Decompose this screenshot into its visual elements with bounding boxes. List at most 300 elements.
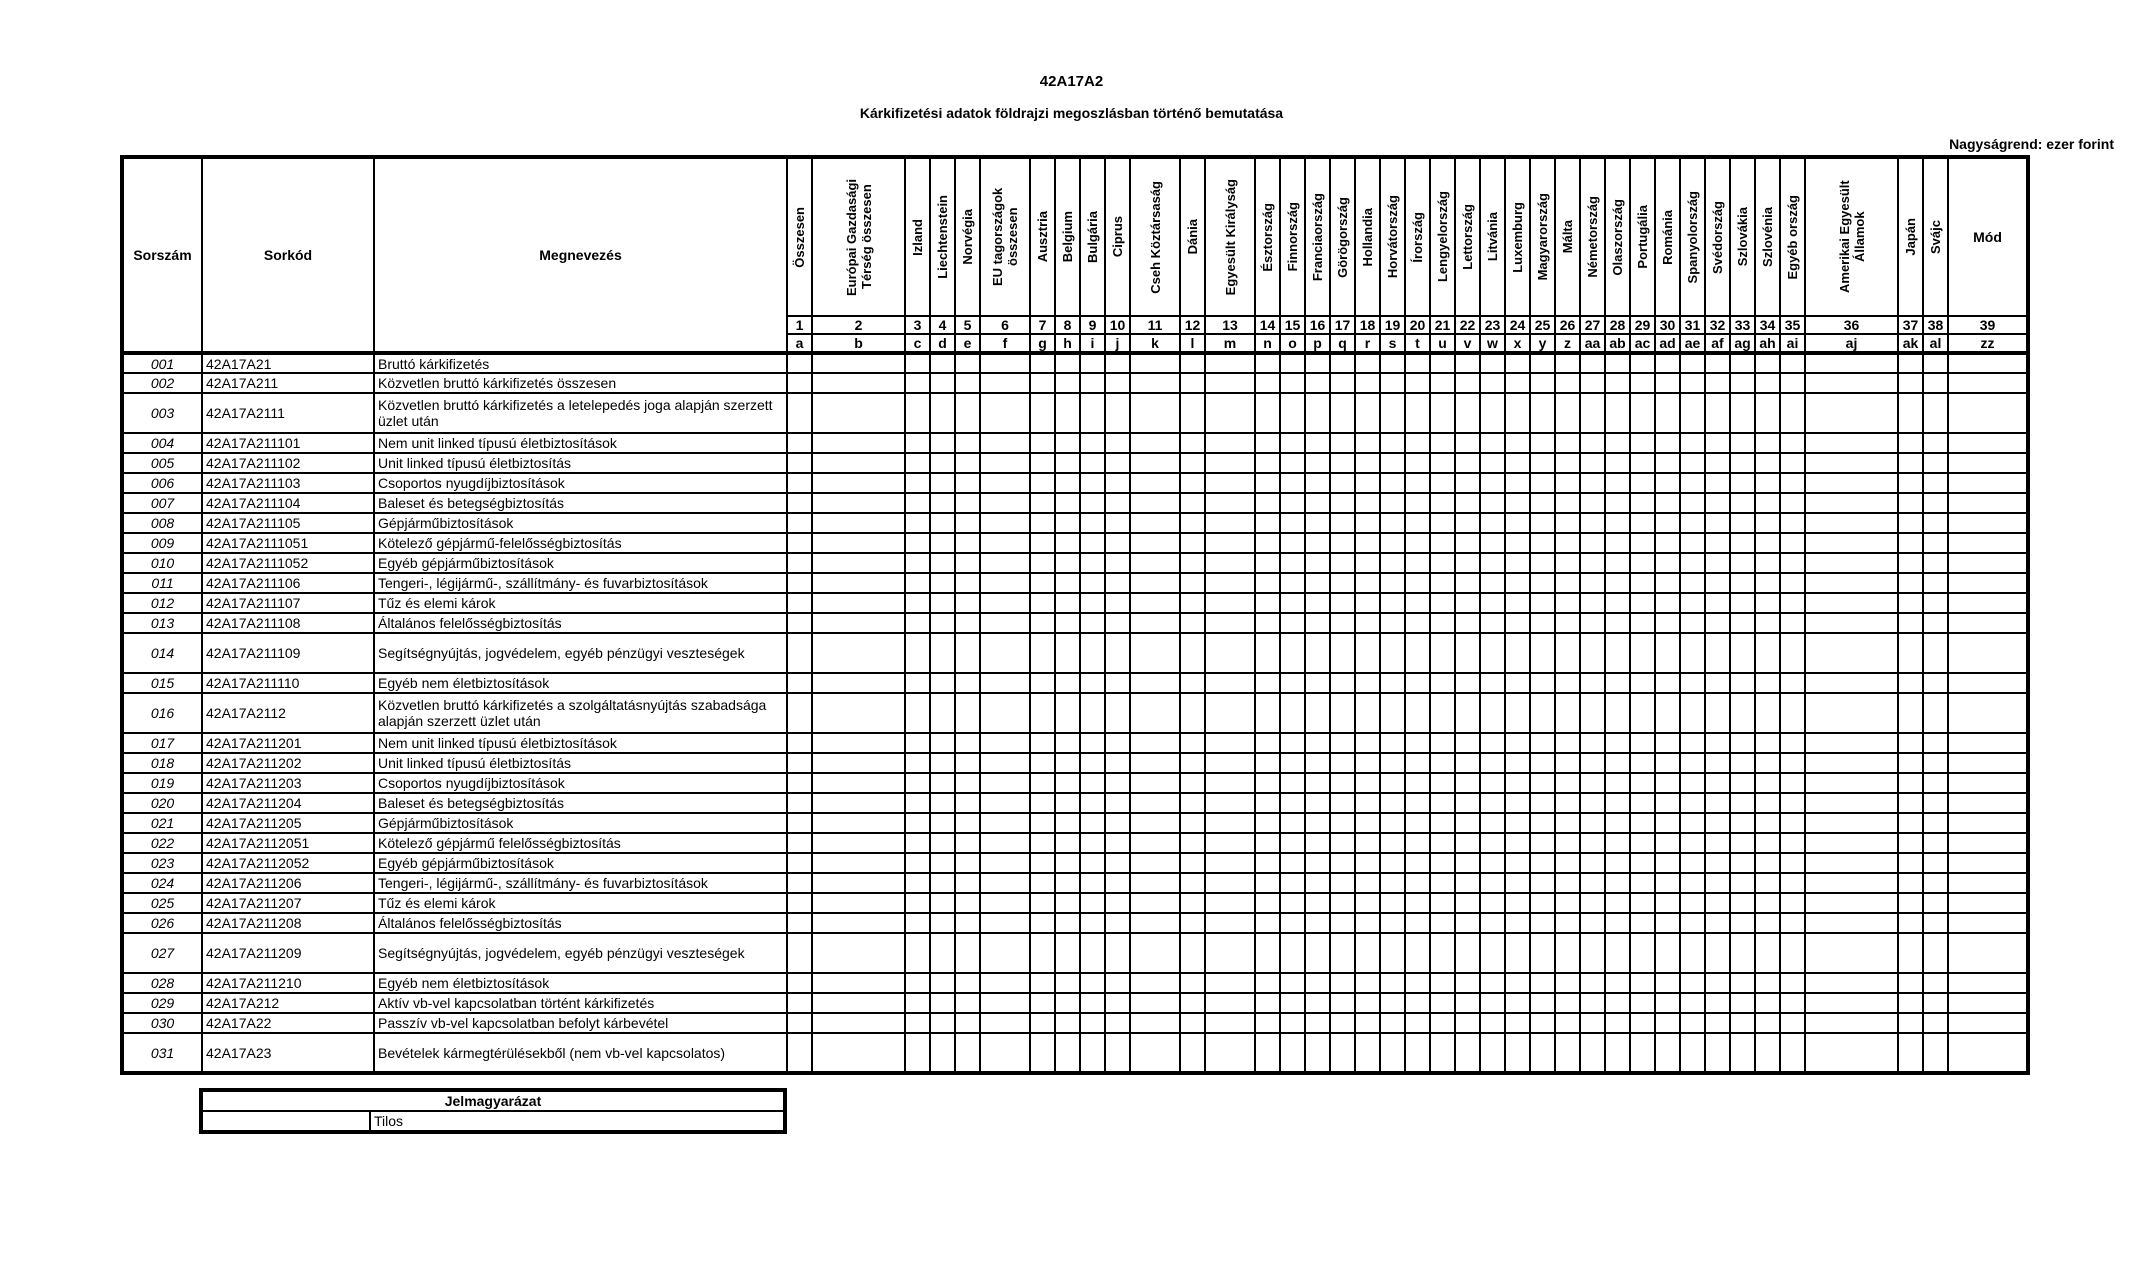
data-cell[interactable] bbox=[1780, 453, 1805, 473]
data-cell[interactable] bbox=[1055, 493, 1080, 513]
data-cell[interactable] bbox=[1730, 833, 1755, 853]
data-cell[interactable] bbox=[905, 1033, 930, 1073]
data-cell[interactable] bbox=[1555, 513, 1580, 533]
data-cell[interactable] bbox=[1630, 553, 1655, 573]
data-cell[interactable] bbox=[1405, 833, 1430, 853]
data-cell[interactable] bbox=[1898, 973, 1923, 993]
data-cell[interactable] bbox=[1055, 673, 1080, 693]
data-cell[interactable] bbox=[1898, 473, 1923, 493]
data-cell[interactable] bbox=[980, 373, 1030, 393]
data-cell[interactable] bbox=[1205, 633, 1255, 673]
data-cell[interactable] bbox=[1355, 733, 1380, 753]
data-cell[interactable] bbox=[1355, 933, 1380, 973]
data-cell[interactable] bbox=[1205, 433, 1255, 453]
data-cell[interactable] bbox=[1705, 753, 1730, 773]
data-cell[interactable] bbox=[1380, 793, 1405, 813]
data-cell[interactable] bbox=[1948, 373, 2028, 393]
data-cell[interactable] bbox=[1255, 853, 1280, 873]
data-cell[interactable] bbox=[1923, 513, 1948, 533]
data-cell[interactable] bbox=[1580, 573, 1605, 593]
data-cell[interactable] bbox=[1080, 373, 1105, 393]
data-cell[interactable] bbox=[955, 493, 980, 513]
data-cell[interactable] bbox=[1330, 613, 1355, 633]
data-cell[interactable] bbox=[1255, 353, 1280, 373]
data-cell[interactable] bbox=[955, 453, 980, 473]
data-cell[interactable] bbox=[1780, 393, 1805, 433]
data-cell[interactable] bbox=[1180, 613, 1205, 633]
data-cell[interactable] bbox=[1605, 533, 1630, 553]
data-cell[interactable] bbox=[1355, 613, 1380, 633]
data-cell[interactable] bbox=[1180, 673, 1205, 693]
data-cell[interactable] bbox=[1355, 533, 1380, 553]
data-cell[interactable] bbox=[905, 913, 930, 933]
data-cell[interactable] bbox=[1805, 373, 1898, 393]
data-cell[interactable] bbox=[1355, 693, 1380, 733]
data-cell[interactable] bbox=[1130, 613, 1180, 633]
data-cell[interactable] bbox=[1430, 933, 1455, 973]
data-cell[interactable] bbox=[1330, 473, 1355, 493]
data-cell[interactable] bbox=[1705, 893, 1730, 913]
data-cell[interactable] bbox=[1898, 913, 1923, 933]
data-cell[interactable] bbox=[1380, 493, 1405, 513]
data-cell[interactable] bbox=[1280, 433, 1305, 453]
data-cell[interactable] bbox=[980, 853, 1030, 873]
data-cell[interactable] bbox=[1205, 533, 1255, 553]
data-cell[interactable] bbox=[1480, 453, 1505, 473]
data-cell[interactable] bbox=[1530, 773, 1555, 793]
data-cell[interactable] bbox=[1180, 433, 1205, 453]
data-cell[interactable] bbox=[1530, 933, 1555, 973]
data-cell[interactable] bbox=[1180, 973, 1205, 993]
data-cell[interactable] bbox=[1898, 613, 1923, 633]
data-cell[interactable] bbox=[1705, 673, 1730, 693]
data-cell[interactable] bbox=[1680, 533, 1705, 553]
data-cell[interactable] bbox=[1580, 893, 1605, 913]
data-cell[interactable] bbox=[1730, 513, 1755, 533]
data-cell[interactable] bbox=[1480, 893, 1505, 913]
data-cell[interactable] bbox=[1755, 493, 1780, 513]
data-cell[interactable] bbox=[1030, 433, 1055, 453]
data-cell[interactable] bbox=[1080, 593, 1105, 613]
data-cell[interactable] bbox=[1280, 613, 1305, 633]
data-cell[interactable] bbox=[1630, 633, 1655, 673]
data-cell[interactable] bbox=[1580, 913, 1605, 933]
data-cell[interactable] bbox=[1730, 453, 1755, 473]
data-cell[interactable] bbox=[1530, 693, 1555, 733]
data-cell[interactable] bbox=[1280, 593, 1305, 613]
data-cell[interactable] bbox=[787, 813, 812, 833]
data-cell[interactable] bbox=[1030, 893, 1055, 913]
data-cell[interactable] bbox=[1530, 393, 1555, 433]
data-cell[interactable] bbox=[1205, 1033, 1255, 1073]
data-cell[interactable] bbox=[1130, 573, 1180, 593]
data-cell[interactable] bbox=[905, 993, 930, 1013]
data-cell[interactable] bbox=[1105, 473, 1130, 493]
data-cell[interactable] bbox=[1505, 453, 1530, 473]
data-cell[interactable] bbox=[1605, 393, 1630, 433]
data-cell[interactable] bbox=[1030, 733, 1055, 753]
data-cell[interactable] bbox=[930, 893, 955, 913]
data-cell[interactable] bbox=[1730, 393, 1755, 433]
data-cell[interactable] bbox=[1480, 833, 1505, 853]
data-cell[interactable] bbox=[1555, 353, 1580, 373]
data-cell[interactable] bbox=[1805, 493, 1898, 513]
data-cell[interactable] bbox=[980, 913, 1030, 933]
data-cell[interactable] bbox=[1405, 433, 1430, 453]
data-cell[interactable] bbox=[787, 933, 812, 973]
data-cell[interactable] bbox=[1205, 833, 1255, 853]
data-cell[interactable] bbox=[1380, 433, 1405, 453]
data-cell[interactable] bbox=[1755, 913, 1780, 933]
data-cell[interactable] bbox=[905, 393, 930, 433]
data-cell[interactable] bbox=[1205, 893, 1255, 913]
data-cell[interactable] bbox=[1055, 473, 1080, 493]
data-cell[interactable] bbox=[1755, 453, 1780, 473]
data-cell[interactable] bbox=[1330, 973, 1355, 993]
data-cell[interactable] bbox=[1305, 853, 1330, 873]
data-cell[interactable] bbox=[1030, 853, 1055, 873]
data-cell[interactable] bbox=[1505, 993, 1530, 1013]
data-cell[interactable] bbox=[1530, 993, 1555, 1013]
data-cell[interactable] bbox=[1705, 453, 1730, 473]
data-cell[interactable] bbox=[1755, 893, 1780, 913]
data-cell[interactable] bbox=[930, 693, 955, 733]
data-cell[interactable] bbox=[1280, 793, 1305, 813]
data-cell[interactable] bbox=[1080, 993, 1105, 1013]
data-cell[interactable] bbox=[1948, 813, 2028, 833]
data-cell[interactable] bbox=[1780, 873, 1805, 893]
data-cell[interactable] bbox=[1355, 493, 1380, 513]
data-cell[interactable] bbox=[955, 853, 980, 873]
data-cell[interactable] bbox=[1730, 993, 1755, 1013]
data-cell[interactable] bbox=[1480, 853, 1505, 873]
data-cell[interactable] bbox=[1255, 793, 1280, 813]
data-cell[interactable] bbox=[1555, 1033, 1580, 1073]
data-cell[interactable] bbox=[1330, 1033, 1355, 1073]
data-cell[interactable] bbox=[1130, 353, 1180, 373]
data-cell[interactable] bbox=[1255, 1013, 1280, 1033]
data-cell[interactable] bbox=[1480, 633, 1505, 673]
data-cell[interactable] bbox=[1105, 1013, 1130, 1033]
data-cell[interactable] bbox=[1580, 673, 1605, 693]
data-cell[interactable] bbox=[1755, 533, 1780, 553]
data-cell[interactable] bbox=[812, 853, 905, 873]
data-cell[interactable] bbox=[1255, 433, 1280, 453]
data-cell[interactable] bbox=[1405, 393, 1430, 433]
data-cell[interactable] bbox=[1655, 373, 1680, 393]
data-cell[interactable] bbox=[905, 833, 930, 853]
data-cell[interactable] bbox=[1680, 873, 1705, 893]
data-cell[interactable] bbox=[1780, 1033, 1805, 1073]
data-cell[interactable] bbox=[1280, 513, 1305, 533]
data-cell[interactable] bbox=[1330, 593, 1355, 613]
data-cell[interactable] bbox=[1730, 593, 1755, 613]
data-cell[interactable] bbox=[1305, 373, 1330, 393]
data-cell[interactable] bbox=[980, 693, 1030, 733]
data-cell[interactable] bbox=[787, 353, 812, 373]
data-cell[interactable] bbox=[1705, 433, 1730, 453]
data-cell[interactable] bbox=[1730, 933, 1755, 973]
data-cell[interactable] bbox=[787, 1033, 812, 1073]
data-cell[interactable] bbox=[1580, 853, 1605, 873]
data-cell[interactable] bbox=[1055, 513, 1080, 533]
data-cell[interactable] bbox=[1055, 1033, 1080, 1073]
data-cell[interactable] bbox=[1130, 593, 1180, 613]
data-cell[interactable] bbox=[1480, 753, 1505, 773]
data-cell[interactable] bbox=[1923, 813, 1948, 833]
data-cell[interactable] bbox=[1680, 513, 1705, 533]
data-cell[interactable] bbox=[1130, 513, 1180, 533]
data-cell[interactable] bbox=[1923, 593, 1948, 613]
data-cell[interactable] bbox=[1630, 513, 1655, 533]
data-cell[interactable] bbox=[1455, 473, 1480, 493]
data-cell[interactable] bbox=[1923, 493, 1948, 513]
data-cell[interactable] bbox=[1030, 513, 1055, 533]
data-cell[interactable] bbox=[1605, 473, 1630, 493]
data-cell[interactable] bbox=[1755, 613, 1780, 633]
data-cell[interactable] bbox=[980, 393, 1030, 433]
data-cell[interactable] bbox=[812, 1013, 905, 1033]
data-cell[interactable] bbox=[1555, 433, 1580, 453]
data-cell[interactable] bbox=[1948, 853, 2028, 873]
data-cell[interactable] bbox=[1055, 773, 1080, 793]
data-cell[interactable] bbox=[1405, 853, 1430, 873]
data-cell[interactable] bbox=[1105, 513, 1130, 533]
data-cell[interactable] bbox=[1055, 553, 1080, 573]
data-cell[interactable] bbox=[1898, 813, 1923, 833]
data-cell[interactable] bbox=[1080, 793, 1105, 813]
data-cell[interactable] bbox=[1405, 593, 1430, 613]
data-cell[interactable] bbox=[1530, 893, 1555, 913]
data-cell[interactable] bbox=[905, 933, 930, 973]
data-cell[interactable] bbox=[1305, 453, 1330, 473]
data-cell[interactable] bbox=[980, 613, 1030, 633]
data-cell[interactable] bbox=[1455, 993, 1480, 1013]
data-cell[interactable] bbox=[1080, 873, 1105, 893]
data-cell[interactable] bbox=[1655, 433, 1680, 453]
data-cell[interactable] bbox=[1605, 553, 1630, 573]
data-cell[interactable] bbox=[787, 473, 812, 493]
data-cell[interactable] bbox=[1580, 693, 1605, 733]
data-cell[interactable] bbox=[1655, 793, 1680, 813]
data-cell[interactable] bbox=[1705, 833, 1730, 853]
data-cell[interactable] bbox=[1680, 973, 1705, 993]
data-cell[interactable] bbox=[1180, 733, 1205, 753]
data-cell[interactable] bbox=[1705, 493, 1730, 513]
data-cell[interactable] bbox=[1630, 733, 1655, 753]
data-cell[interactable] bbox=[787, 393, 812, 433]
data-cell[interactable] bbox=[1630, 793, 1655, 813]
data-cell[interactable] bbox=[1780, 813, 1805, 833]
data-cell[interactable] bbox=[1255, 593, 1280, 613]
data-cell[interactable] bbox=[980, 533, 1030, 553]
data-cell[interactable] bbox=[787, 893, 812, 913]
data-cell[interactable] bbox=[1705, 873, 1730, 893]
data-cell[interactable] bbox=[1280, 473, 1305, 493]
data-cell[interactable] bbox=[1430, 453, 1455, 473]
data-cell[interactable] bbox=[1705, 793, 1730, 813]
data-cell[interactable] bbox=[1405, 933, 1430, 973]
data-cell[interactable] bbox=[1480, 913, 1505, 933]
data-cell[interactable] bbox=[1898, 353, 1923, 373]
data-cell[interactable] bbox=[1923, 473, 1948, 493]
data-cell[interactable] bbox=[1505, 813, 1530, 833]
data-cell[interactable] bbox=[1655, 933, 1680, 973]
data-cell[interactable] bbox=[1430, 853, 1455, 873]
data-cell[interactable] bbox=[1780, 593, 1805, 613]
data-cell[interactable] bbox=[955, 933, 980, 973]
data-cell[interactable] bbox=[1030, 613, 1055, 633]
data-cell[interactable] bbox=[1105, 533, 1130, 553]
data-cell[interactable] bbox=[812, 913, 905, 933]
data-cell[interactable] bbox=[1305, 613, 1330, 633]
data-cell[interactable] bbox=[1355, 853, 1380, 873]
data-cell[interactable] bbox=[1705, 773, 1730, 793]
data-cell[interactable] bbox=[905, 853, 930, 873]
data-cell[interactable] bbox=[1380, 973, 1405, 993]
data-cell[interactable] bbox=[1480, 513, 1505, 533]
data-cell[interactable] bbox=[1948, 1033, 2028, 1073]
data-cell[interactable] bbox=[1630, 913, 1655, 933]
data-cell[interactable] bbox=[1530, 813, 1555, 833]
data-cell[interactable] bbox=[930, 533, 955, 553]
data-cell[interactable] bbox=[905, 453, 930, 473]
data-cell[interactable] bbox=[955, 793, 980, 813]
data-cell[interactable] bbox=[1705, 1033, 1730, 1073]
data-cell[interactable] bbox=[1405, 693, 1430, 733]
data-cell[interactable] bbox=[1655, 473, 1680, 493]
data-cell[interactable] bbox=[1255, 973, 1280, 993]
data-cell[interactable] bbox=[930, 513, 955, 533]
data-cell[interactable] bbox=[1380, 733, 1405, 753]
data-cell[interactable] bbox=[1080, 573, 1105, 593]
data-cell[interactable] bbox=[1255, 933, 1280, 973]
data-cell[interactable] bbox=[955, 813, 980, 833]
data-cell[interactable] bbox=[1580, 493, 1605, 513]
data-cell[interactable] bbox=[1555, 973, 1580, 993]
data-cell[interactable] bbox=[1898, 733, 1923, 753]
data-cell[interactable] bbox=[1330, 533, 1355, 553]
data-cell[interactable] bbox=[1680, 1033, 1705, 1073]
data-cell[interactable] bbox=[1055, 913, 1080, 933]
data-cell[interactable] bbox=[1755, 353, 1780, 373]
data-cell[interactable] bbox=[1805, 353, 1898, 373]
data-cell[interactable] bbox=[787, 433, 812, 453]
data-cell[interactable] bbox=[980, 593, 1030, 613]
data-cell[interactable] bbox=[1130, 633, 1180, 673]
data-cell[interactable] bbox=[1305, 1033, 1330, 1073]
data-cell[interactable] bbox=[1898, 933, 1923, 973]
data-cell[interactable] bbox=[1180, 693, 1205, 733]
data-cell[interactable] bbox=[1455, 933, 1480, 973]
data-cell[interactable] bbox=[1055, 453, 1080, 473]
data-cell[interactable] bbox=[1948, 793, 2028, 813]
data-cell[interactable] bbox=[1630, 753, 1655, 773]
data-cell[interactable] bbox=[1280, 893, 1305, 913]
data-cell[interactable] bbox=[1030, 933, 1055, 973]
data-cell[interactable] bbox=[1555, 553, 1580, 573]
data-cell[interactable] bbox=[1205, 693, 1255, 733]
data-cell[interactable] bbox=[1805, 693, 1898, 733]
data-cell[interactable] bbox=[1555, 473, 1580, 493]
data-cell[interactable] bbox=[1655, 393, 1680, 433]
data-cell[interactable] bbox=[1455, 893, 1480, 913]
data-cell[interactable] bbox=[1080, 733, 1105, 753]
data-cell[interactable] bbox=[1430, 753, 1455, 773]
data-cell[interactable] bbox=[1923, 553, 1948, 573]
data-cell[interactable] bbox=[1130, 933, 1180, 973]
data-cell[interactable] bbox=[1555, 1013, 1580, 1033]
data-cell[interactable] bbox=[812, 393, 905, 433]
data-cell[interactable] bbox=[1805, 813, 1898, 833]
data-cell[interactable] bbox=[1705, 693, 1730, 733]
data-cell[interactable] bbox=[905, 373, 930, 393]
data-cell[interactable] bbox=[1455, 573, 1480, 593]
data-cell[interactable] bbox=[1305, 773, 1330, 793]
data-cell[interactable] bbox=[1655, 1013, 1680, 1033]
data-cell[interactable] bbox=[1430, 633, 1455, 673]
data-cell[interactable] bbox=[1705, 533, 1730, 553]
data-cell[interactable] bbox=[1505, 353, 1530, 373]
data-cell[interactable] bbox=[1355, 593, 1380, 613]
data-cell[interactable] bbox=[1330, 913, 1355, 933]
data-cell[interactable] bbox=[1505, 833, 1530, 853]
data-cell[interactable] bbox=[1630, 933, 1655, 973]
data-cell[interactable] bbox=[930, 733, 955, 753]
data-cell[interactable] bbox=[1055, 433, 1080, 453]
data-cell[interactable] bbox=[1080, 433, 1105, 453]
data-cell[interactable] bbox=[1280, 753, 1305, 773]
data-cell[interactable] bbox=[1605, 573, 1630, 593]
data-cell[interactable] bbox=[1280, 933, 1305, 973]
data-cell[interactable] bbox=[1355, 633, 1380, 673]
data-cell[interactable] bbox=[1180, 373, 1205, 393]
data-cell[interactable] bbox=[1505, 933, 1530, 973]
data-cell[interactable] bbox=[1355, 573, 1380, 593]
data-cell[interactable] bbox=[1355, 753, 1380, 773]
data-cell[interactable] bbox=[1130, 473, 1180, 493]
data-cell[interactable] bbox=[1405, 773, 1430, 793]
data-cell[interactable] bbox=[1898, 533, 1923, 553]
data-cell[interactable] bbox=[1305, 353, 1330, 373]
data-cell[interactable] bbox=[905, 773, 930, 793]
data-cell[interactable] bbox=[1105, 833, 1130, 853]
data-cell[interactable] bbox=[1755, 593, 1780, 613]
data-cell[interactable] bbox=[1280, 1013, 1305, 1033]
data-cell[interactable] bbox=[1898, 873, 1923, 893]
data-cell[interactable] bbox=[1680, 673, 1705, 693]
data-cell[interactable] bbox=[1405, 373, 1430, 393]
data-cell[interactable] bbox=[1105, 913, 1130, 933]
data-cell[interactable] bbox=[930, 553, 955, 573]
data-cell[interactable] bbox=[1630, 453, 1655, 473]
data-cell[interactable] bbox=[905, 573, 930, 593]
data-cell[interactable] bbox=[1555, 733, 1580, 753]
data-cell[interactable] bbox=[1505, 513, 1530, 533]
data-cell[interactable] bbox=[812, 733, 905, 753]
data-cell[interactable] bbox=[1205, 373, 1255, 393]
data-cell[interactable] bbox=[787, 613, 812, 633]
data-cell[interactable] bbox=[1280, 493, 1305, 513]
data-cell[interactable] bbox=[1705, 513, 1730, 533]
data-cell[interactable] bbox=[1780, 473, 1805, 493]
data-cell[interactable] bbox=[930, 573, 955, 593]
data-cell[interactable] bbox=[955, 1033, 980, 1073]
data-cell[interactable] bbox=[1805, 893, 1898, 913]
data-cell[interactable] bbox=[787, 373, 812, 393]
data-cell[interactable] bbox=[812, 773, 905, 793]
data-cell[interactable] bbox=[1948, 933, 2028, 973]
